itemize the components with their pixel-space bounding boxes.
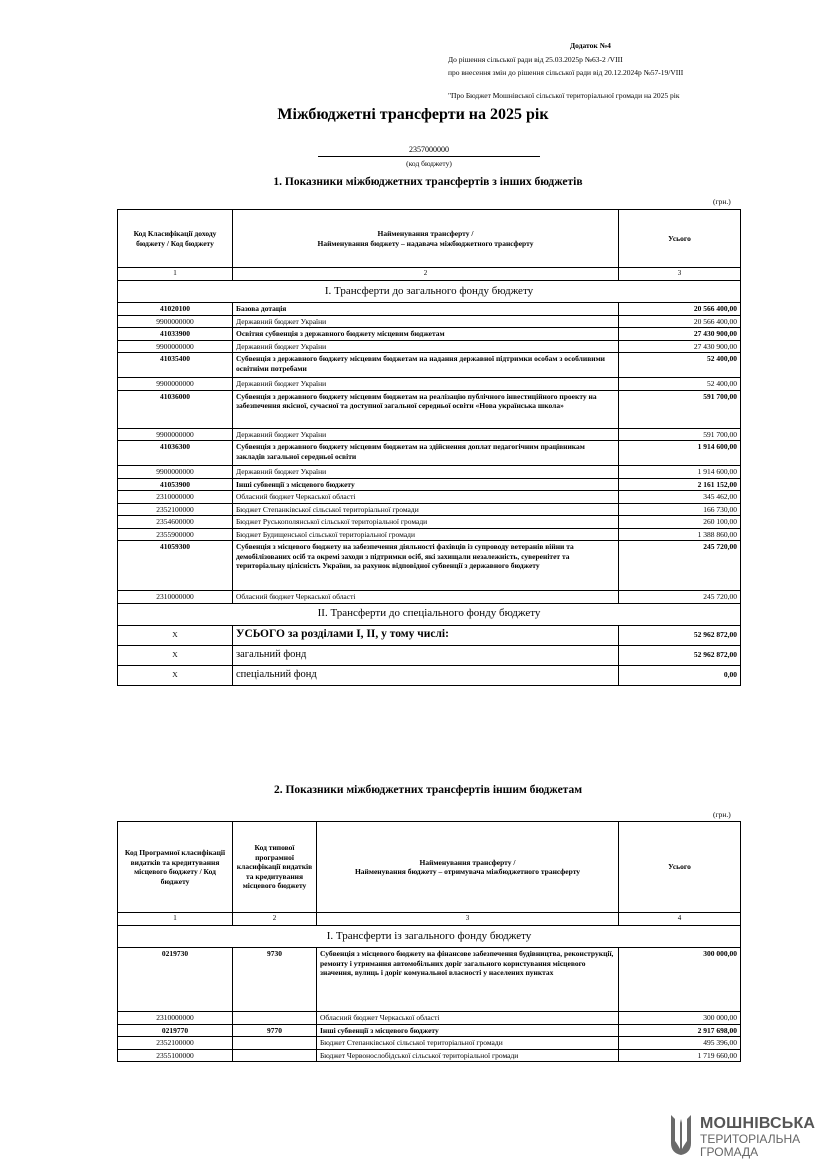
transfer-row [118, 1024, 741, 1037]
row-name: Інші субвенції з місцевого бюджету [317, 1024, 619, 1037]
column-number-row [118, 913, 741, 926]
budget-row [118, 466, 741, 479]
row-code: 2310000000 [118, 1012, 233, 1025]
row-code: 41020100 [118, 303, 233, 316]
row-code: 9900000000 [118, 315, 233, 328]
row-code: 2310000000 [118, 591, 233, 604]
budget-row [118, 315, 741, 328]
row-total: 591 700,00 [619, 390, 741, 428]
section1-table [117, 209, 741, 686]
header-transfer-name-line2: Найменування бюджету – отримувача міжбюджетного трансферту [354, 867, 581, 876]
row-code: 41059300 [118, 541, 233, 591]
section1-unit: (грн.) [713, 197, 731, 206]
row-type-code [233, 1012, 317, 1025]
section2-table [117, 821, 741, 1062]
header-income-code: Код Класифікації доходу бюджету / Код бюджету [118, 210, 233, 268]
row-name: Бюджет Степанківської сільської територіальної громади [233, 503, 619, 516]
row-total: 1 388 860,00 [619, 528, 741, 541]
total-code: X [118, 645, 233, 665]
row-name: Інші субвенції з місцевого бюджету [233, 478, 619, 491]
row-total: 245 720,00 [619, 541, 741, 591]
row-type-code [233, 1037, 317, 1050]
transfer-row [118, 353, 741, 378]
transfer-row [118, 541, 741, 591]
row-code: 0219730 [118, 948, 233, 1012]
row-code: 9900000000 [118, 428, 233, 441]
budget-row [118, 340, 741, 353]
column-number: 2 [233, 913, 317, 926]
row-total: 1 914 600,00 [619, 466, 741, 479]
transfer-row [118, 441, 741, 466]
fund-total-row [118, 665, 741, 685]
column-number: 1 [118, 268, 233, 281]
total-value: 52 962 872,00 [619, 625, 741, 645]
annex-label: Додаток №4 [570, 41, 611, 50]
column-number-row [118, 268, 741, 281]
row-total: 260 100,00 [619, 516, 741, 529]
transfer-row [118, 390, 741, 428]
transfer-row [118, 328, 741, 341]
row-total: 27 430 900,00 [619, 340, 741, 353]
budget-row [118, 1012, 741, 1025]
fund-total-row [118, 645, 741, 665]
row-code: 2310000000 [118, 491, 233, 504]
budget-row [118, 1037, 741, 1050]
group-row-special-fund [118, 603, 741, 625]
budget-row [118, 491, 741, 504]
header-total: Усього [619, 822, 741, 913]
decision-line: До рішення сільської ради від 25.03.2025р №63-2 /VIII [448, 55, 623, 64]
row-name: Бюджет Руськополянської сільської територіальної громади [233, 516, 619, 529]
budget-title-line: "Про Бюджет Мошнівської сільської територіальної громади на 2025 рік [448, 91, 680, 100]
group-title: ІІ. Трансферти до спеціального фонду бюджету [118, 603, 741, 625]
row-code: 9900000000 [118, 340, 233, 353]
total-name: загальний фонд [233, 645, 619, 665]
row-name: Державний бюджет України [233, 378, 619, 391]
trident-icon [668, 1113, 694, 1157]
row-name: Субвенція з місцевого бюджету на забезпечення діяльності фахівців із супроводу ветеранів війни та демобілізованих осіб та окремі заходи з підтримки осіб, які захищали незалежність, суверенітет та територіальну цілісність України, за рахунок відповідної субвенції з державного бюджету [233, 541, 619, 591]
row-total: 1 914 600,00 [619, 441, 741, 466]
total-value: 52 962 872,00 [619, 645, 741, 665]
logo-line3: ГРОМАДА [700, 1145, 759, 1159]
row-total: 2 161 152,00 [619, 478, 741, 491]
row-total: 245 720,00 [619, 591, 741, 604]
row-code: 2352100000 [118, 503, 233, 516]
transfer-row [118, 478, 741, 491]
column-number: 2 [233, 268, 619, 281]
row-name: Державний бюджет України [233, 315, 619, 328]
row-code: 2355100000 [118, 1049, 233, 1062]
header-transfer-name [233, 210, 619, 268]
budget-row [118, 503, 741, 516]
row-code: 0219770 [118, 1024, 233, 1037]
row-code: 2352100000 [118, 1037, 233, 1050]
row-code: 41036300 [118, 441, 233, 466]
row-code: 2355900000 [118, 528, 233, 541]
column-number: 4 [619, 913, 741, 926]
budget-row [118, 378, 741, 391]
group-title: І. Трансферти до загального фонду бюджету [118, 281, 741, 303]
row-total: 300 000,00 [619, 948, 741, 1012]
row-name: Субвенція з державного бюджету місцевим бюджетам на здійснення доплат педагогічним працівникам закладів загальної середньої освіти [233, 441, 619, 466]
section2-title: 2. Показники міжбюджетних трансфертів іншим бюджетам [273, 784, 583, 796]
row-total: 1 719 660,00 [619, 1049, 741, 1062]
row-name: Освітня субвенція з державного бюджету місцевим бюджетам [233, 328, 619, 341]
row-name: Обласний бюджет Черкаської області [233, 591, 619, 604]
row-name: Бюджет Червонослобідської сільської територіальної громади [317, 1049, 619, 1062]
amendment-line: про внесення змін до рішення сільської ради від 20.12.2024р №57-19/VIII [448, 68, 684, 77]
grand-total-row [118, 625, 741, 645]
row-code: 41033900 [118, 328, 233, 341]
section2-unit: (грн.) [713, 810, 731, 819]
total-name: спеціальний фонд [233, 665, 619, 685]
row-type-code: 9770 [233, 1024, 317, 1037]
row-name: Субвенція з місцевого бюджету на фінансове забезпечення будівництва, реконструкції, ремонту і утримання автомобільних доріг загального користування місцевого значення, вулиць і доріг комунальної власності у населених пунктах [317, 948, 619, 1012]
row-total: 591 700,00 [619, 428, 741, 441]
budget-row [118, 528, 741, 541]
budget-row [118, 428, 741, 441]
budget-code-caption: (код бюджету) [406, 159, 452, 168]
column-number: 3 [619, 268, 741, 281]
total-value: 0,00 [619, 665, 741, 685]
row-total: 300 000,00 [619, 1012, 741, 1025]
row-total: 20 566 400,00 [619, 315, 741, 328]
group-row-general-fund [118, 281, 741, 303]
row-code: 9900000000 [118, 466, 233, 479]
row-total: 20 566 400,00 [619, 303, 741, 316]
header-type-code: Код типової програмної класифікації видатків та кредитування місцевого бюджету [233, 822, 317, 913]
budget-row [118, 591, 741, 604]
row-code: 41035400 [118, 353, 233, 378]
transfer-row [118, 948, 741, 1012]
section1-title: 1. Показники міжбюджетних трансфертів з інших бюджетів [273, 176, 583, 188]
header-transfer-name-line2: Найменування бюджету – надавача міжбюджетного трансферту [317, 238, 534, 248]
row-total: 27 430 900,00 [619, 328, 741, 341]
row-type-code [233, 1049, 317, 1062]
column-number: 1 [118, 913, 233, 926]
row-name: Бюджет Степанківської сільської територіальної громади [317, 1037, 619, 1050]
row-total: 495 396,00 [619, 1037, 741, 1050]
logo-line2: ТЕРИТОРІАЛЬНА [700, 1132, 801, 1146]
row-name: Обласний бюджет Черкаської області [317, 1012, 619, 1025]
budget-code: 2357000000 [318, 145, 540, 157]
row-total: 52 400,00 [619, 353, 741, 378]
page-title: Міжбюджетні трансферти на 2025 рік [277, 106, 549, 123]
header-transfer-name-line1: Найменування трансферту / [377, 229, 474, 238]
row-total: 166 730,00 [619, 503, 741, 516]
header-program-code: Код Програмної класифікації видатків та кредитування місцевого бюджету / Код бюджету [118, 822, 233, 913]
total-code: X [118, 665, 233, 685]
header-transfer-name-line1: Найменування трансферту / [419, 857, 516, 867]
group-title: І. Трансферти із загального фонду бюджету [118, 926, 741, 948]
row-code: 41053900 [118, 478, 233, 491]
row-total: 52 400,00 [619, 378, 741, 391]
header-total: Усього [619, 210, 741, 268]
row-name: Обласний бюджет Черкаської області [233, 491, 619, 504]
row-name: Бюджет Будищенської сільської територіальної громади [233, 528, 619, 541]
row-name: Державний бюджет України [233, 340, 619, 353]
row-type-code: 9730 [233, 948, 317, 1012]
row-name: Субвенція з державного бюджету місцевим бюджетам на реалізацію публічного інвестиційного проекту на забезпечення якісної, сучасної та доступної загальної середньої освіти «Нова українська школа» [233, 390, 619, 428]
row-code: 9900000000 [118, 378, 233, 391]
row-code: 2354600000 [118, 516, 233, 529]
budget-row [118, 516, 741, 529]
header-transfer-name [317, 822, 619, 913]
budget-row [118, 1049, 741, 1062]
group-row-general-fund [118, 926, 741, 948]
row-total: 345 462,00 [619, 491, 741, 504]
column-number: 3 [317, 913, 619, 926]
community-logo [668, 1113, 816, 1161]
transfer-row [118, 303, 741, 316]
total-name: УСЬОГО за розділами І, ІІ, у тому числі: [233, 625, 619, 645]
row-name: Базова дотація [233, 303, 619, 316]
total-code: X [118, 625, 233, 645]
row-name: Субвенція з державного бюджету місцевим бюджетам на надання державної підтримки особам з особливими освітніми потребами [233, 353, 619, 378]
row-code: 41036000 [118, 390, 233, 428]
row-total: 2 917 698,00 [619, 1024, 741, 1037]
logo-line1: МОШНІВСЬКА [700, 1115, 816, 1132]
row-name: Державний бюджет України [233, 466, 619, 479]
row-name: Державний бюджет України [233, 428, 619, 441]
